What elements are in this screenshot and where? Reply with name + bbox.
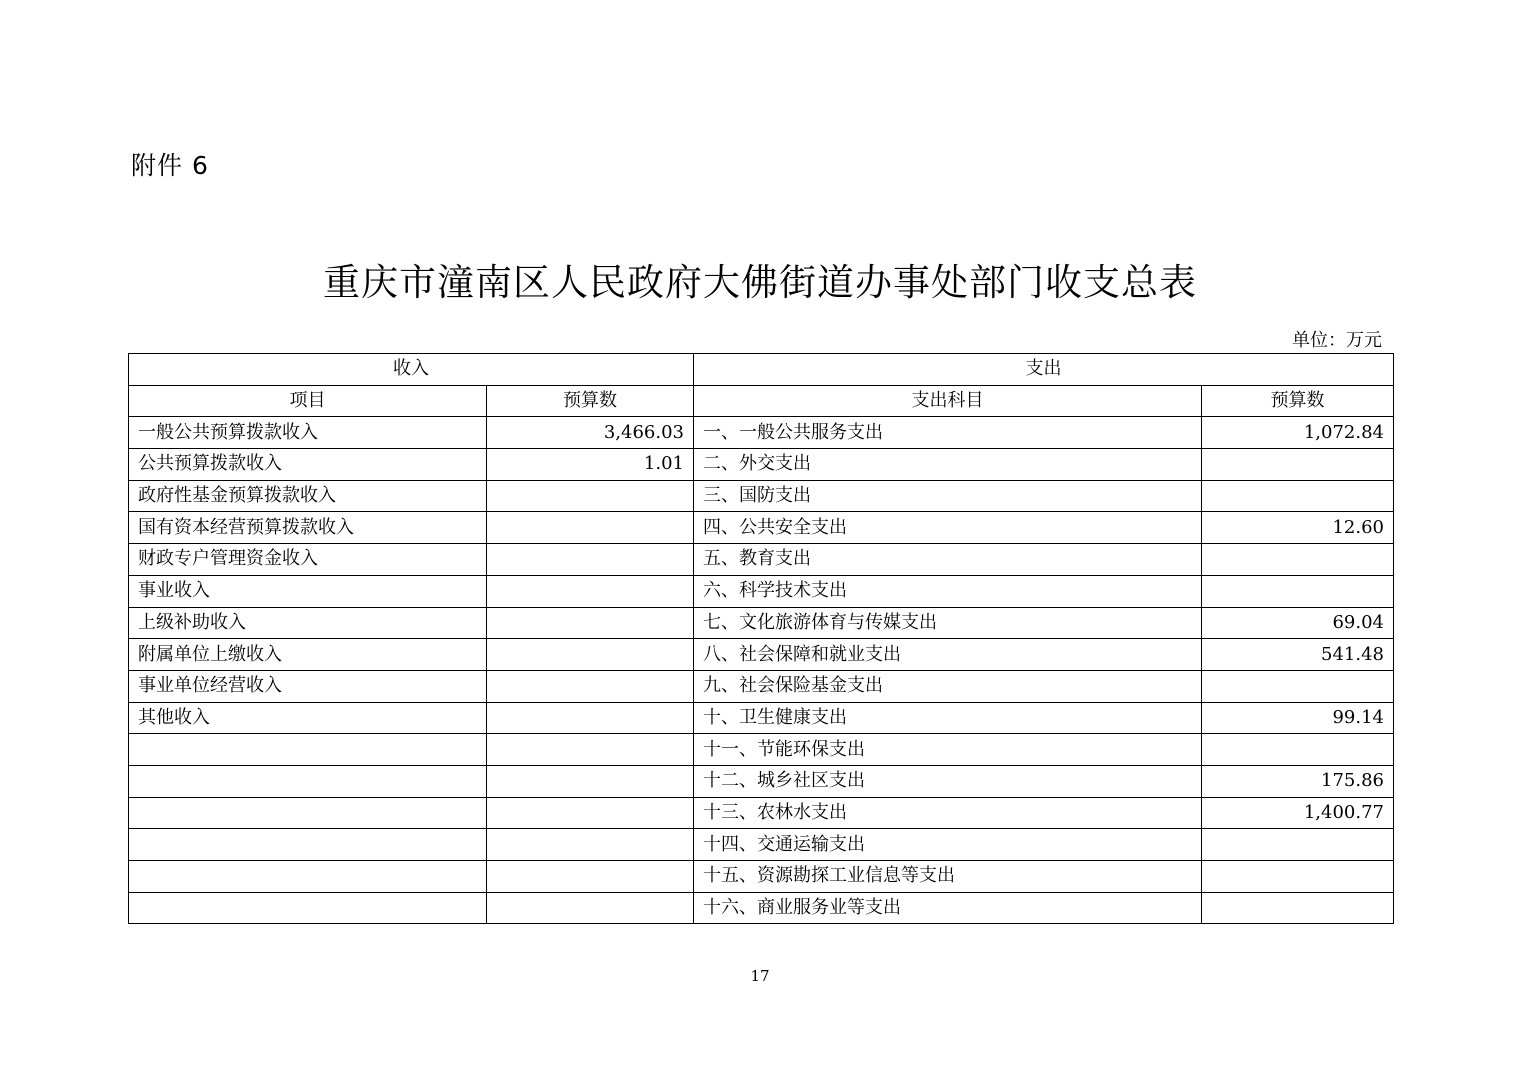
table-body [129, 417, 1394, 924]
budget-summary-table [128, 353, 1394, 924]
income-amount-cell [487, 765, 694, 797]
income-amount-cell [487, 797, 694, 829]
income-amount-cell [487, 861, 694, 893]
table-row [129, 480, 1394, 512]
income-item-cell: 上级补助收入 [129, 607, 487, 639]
table-row [129, 639, 1394, 671]
expense-item-cell: 十二、城乡社区支出 [694, 765, 1202, 797]
expense-item-cell: 九、社会保险基金支出 [694, 670, 1202, 702]
table-row [129, 449, 1394, 481]
page-title: 重庆市潼南区人民政府大佛街道办事处部门收支总表 [323, 261, 1197, 304]
expense-item-cell: 十一、节能环保支出 [694, 734, 1202, 766]
attachment-label: 附件 6 [131, 151, 209, 180]
table-row [129, 765, 1394, 797]
income-amount-cell [487, 892, 694, 924]
income-item-cell [129, 829, 487, 861]
income-amount-cell [487, 734, 694, 766]
expense-item-cell: 十、卫生健康支出 [694, 702, 1202, 734]
income-item-cell: 事业单位经营收入 [129, 670, 487, 702]
income-item-cell: 其他收入 [129, 702, 487, 734]
expense-item-cell: 八、社会保障和就业支出 [694, 639, 1202, 671]
expense-amount-cell [1202, 829, 1394, 861]
page-number: 17 [750, 967, 770, 985]
expense-amount-cell [1202, 449, 1394, 481]
expense-amount-cell [1202, 892, 1394, 924]
expense-item-cell: 三、国防支出 [694, 480, 1202, 512]
income-amount-cell [487, 480, 694, 512]
expense-section-header: 支出 [694, 354, 1394, 386]
income-item-cell: 国有资本经营预算拨款收入 [129, 512, 487, 544]
section-header-row [129, 354, 1394, 386]
income-section-header: 收入 [129, 354, 694, 386]
expense-amount-cell [1202, 575, 1394, 607]
income-amount-cell [487, 702, 694, 734]
table-row [129, 512, 1394, 544]
income-amount-cell [487, 512, 694, 544]
expense-item-cell: 二、外交支出 [694, 449, 1202, 481]
table-row [129, 734, 1394, 766]
table-row [129, 607, 1394, 639]
expense-item-cell: 五、教育支出 [694, 544, 1202, 576]
income-amount-cell [487, 607, 694, 639]
income-item-cell [129, 892, 487, 924]
income-amount-cell: 1.01 [487, 449, 694, 481]
income-item-cell [129, 861, 487, 893]
income-item-cell [129, 734, 487, 766]
table-row [129, 797, 1394, 829]
income-amount-cell: 3,466.03 [487, 417, 694, 449]
income-amount-cell [487, 829, 694, 861]
income-item-cell: 政府性基金预算拨款收入 [129, 480, 487, 512]
expense-amount-cell [1202, 861, 1394, 893]
income-item-cell: 公共预算拨款收入 [129, 449, 487, 481]
income-item-cell: 事业收入 [129, 575, 487, 607]
column-header-row [129, 385, 1394, 417]
income-amount-cell [487, 670, 694, 702]
income-item-header: 项目 [129, 385, 487, 417]
expense-item-cell: 六、科学技术支出 [694, 575, 1202, 607]
expense-amount-cell: 541.48 [1202, 639, 1394, 671]
income-item-cell: 一般公共预算拨款收入 [129, 417, 487, 449]
expense-item-cell: 一、一般公共服务支出 [694, 417, 1202, 449]
expense-amount-cell: 1,400.77 [1202, 797, 1394, 829]
table-row [129, 417, 1394, 449]
income-item-cell: 财政专户管理资金收入 [129, 544, 487, 576]
expense-amount-cell: 175.86 [1202, 765, 1394, 797]
expense-item-cell: 十五、资源勘探工业信息等支出 [694, 861, 1202, 893]
expense-item-cell: 四、公共安全支出 [694, 512, 1202, 544]
table-row [129, 702, 1394, 734]
expense-item-cell: 七、文化旅游体育与传媒支出 [694, 607, 1202, 639]
expense-item-cell: 十四、交通运输支出 [694, 829, 1202, 861]
expense-item-cell: 十六、商业服务业等支出 [694, 892, 1202, 924]
expense-item-cell: 十三、农林水支出 [694, 797, 1202, 829]
expense-amount-cell [1202, 670, 1394, 702]
income-item-cell: 附属单位上缴收入 [129, 639, 487, 671]
expense-amount-cell: 12.60 [1202, 512, 1394, 544]
income-item-cell [129, 765, 487, 797]
expense-amount-cell: 69.04 [1202, 607, 1394, 639]
income-amount-cell [487, 575, 694, 607]
expense-amount-cell: 99.14 [1202, 702, 1394, 734]
table-row [129, 861, 1394, 893]
income-amount-cell [487, 544, 694, 576]
income-item-cell [129, 797, 487, 829]
table-row [129, 575, 1394, 607]
table-row [129, 670, 1394, 702]
expense-amount-cell [1202, 734, 1394, 766]
expense-amount-cell: 1,072.84 [1202, 417, 1394, 449]
unit-label: 单位：万元 [1292, 330, 1382, 351]
table-row [129, 892, 1394, 924]
expense-item-header: 支出科目 [694, 385, 1202, 417]
expense-amount-cell [1202, 480, 1394, 512]
income-amount-cell [487, 639, 694, 671]
expense-budget-header: 预算数 [1202, 385, 1394, 417]
expense-amount-cell [1202, 544, 1394, 576]
table-row [129, 544, 1394, 576]
income-budget-header: 预算数 [487, 385, 694, 417]
table-row [129, 829, 1394, 861]
